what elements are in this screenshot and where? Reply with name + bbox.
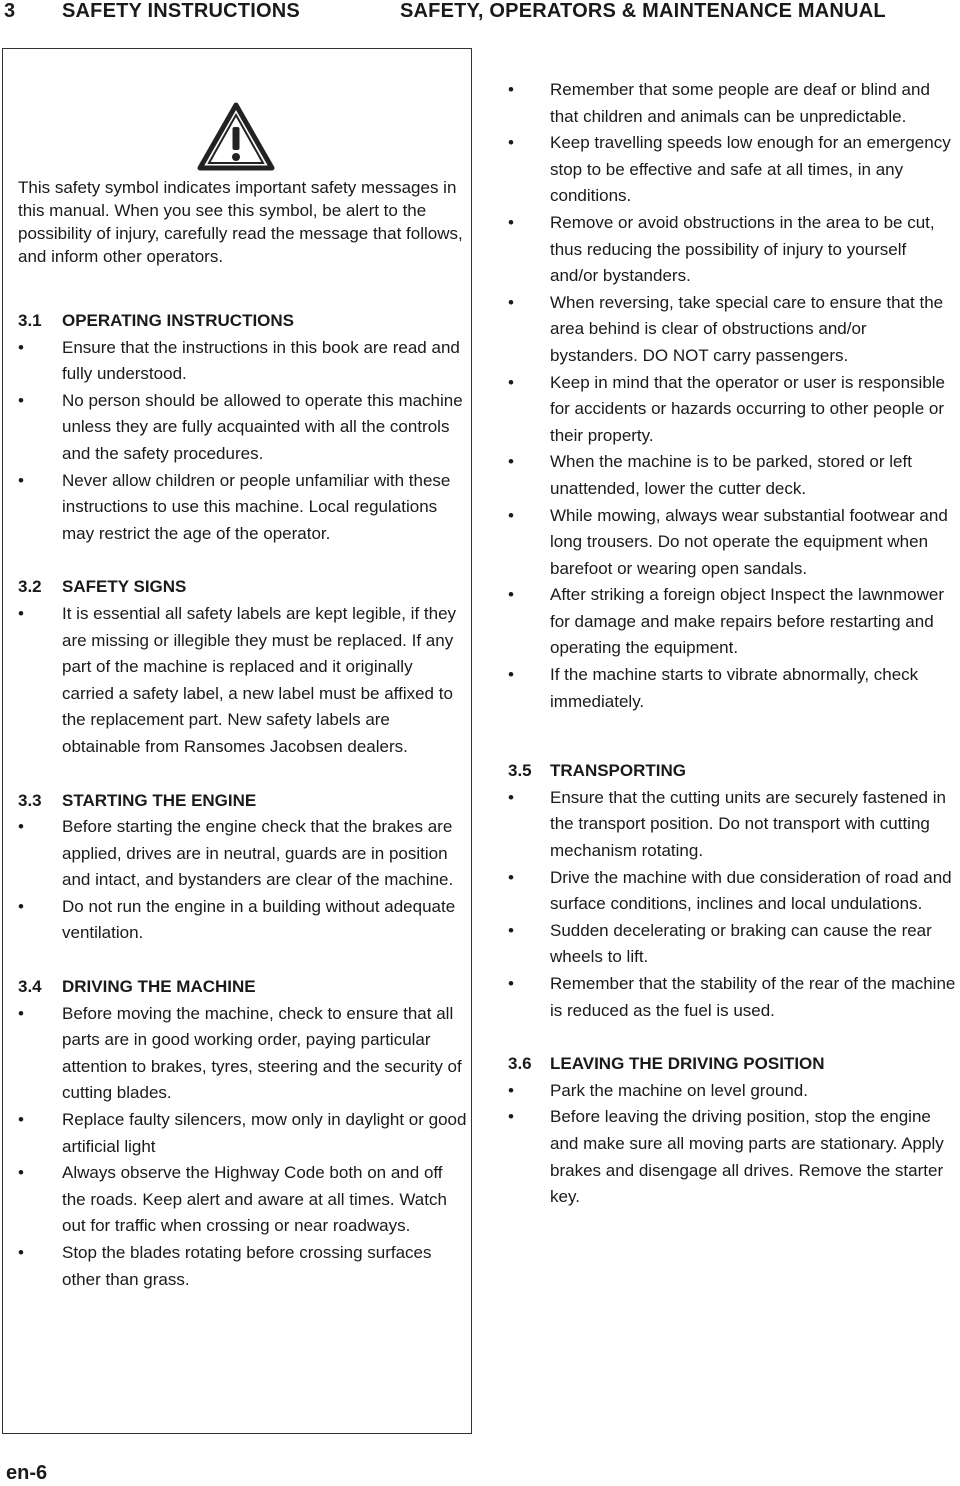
- bullet-marker: •: [508, 212, 514, 232]
- bullet-item: [18, 1160, 468, 1240]
- bullet-marker: •: [508, 80, 514, 99]
- bullet-marker: •: [508, 505, 514, 525]
- bullet-marker: •: [508, 665, 514, 685]
- bullet-text: While mowing, always wear substantial footwear and long trousers. Do not operate the equipment when barefoot or wearing open sandals.: [550, 505, 948, 578]
- section-heading: [18, 788, 468, 815]
- bullet-text: Never allow children or people unfamiliar with these instructions to use this machine. Local regulations may restrict the age of the operator.: [62, 470, 451, 543]
- section-number: 3.6: [508, 1054, 532, 1074]
- bullet-text: Stop the blades rotating before crossing surfaces other than grass.: [62, 1243, 432, 1289]
- section-title: STARTING THE ENGINE: [62, 790, 257, 810]
- bullet-text: No person should be allowed to operate this machine unless they are fully acquainted with all the controls and the safety procedures.: [62, 390, 463, 463]
- manual-title: SAFETY, OPERATORS & MAINTENANCE MANUAL: [400, 0, 886, 22]
- bullet-text: Before leaving the driving position, stop the engine and make sure all moving parts are stationary. Apply brakes and disengage all drives. Remove the starter key.: [550, 1107, 944, 1207]
- section-3-4: [18, 974, 468, 1293]
- bullet-item: [508, 1078, 956, 1105]
- bullet-marker: •: [18, 470, 24, 490]
- bullet-item: [18, 468, 468, 548]
- section-number: 3.5: [508, 761, 532, 781]
- bullet-item: [508, 1104, 956, 1210]
- bullet-text: It is essential all safety labels are kept legible, if they are missing or illegible they must be replaced. If any part of the machine is replaced and it originally carried a safety label, a new label must be affixed to the replacement part. New safety labels are obtainable from Ransomes Jacobsen dealers.: [62, 603, 457, 756]
- bullet-item: [508, 918, 956, 971]
- page-header-left: [4, 0, 300, 23]
- bullet-marker: •: [508, 867, 514, 887]
- bullet-text: Remember that some people are deaf or blind and that children and animals can be unpredictable.: [550, 80, 930, 126]
- right-sections: [508, 758, 956, 1211]
- bullet-marker: •: [508, 372, 514, 392]
- bullet-text: Do not run the engine in a building without adequate ventilation.: [62, 896, 456, 943]
- bullet-marker: •: [18, 1110, 24, 1130]
- section-3-1: [18, 308, 468, 547]
- bullet-item: [508, 785, 956, 865]
- bullet-marker: •: [18, 817, 24, 837]
- section-heading: [18, 574, 468, 601]
- bullet-text: If the machine starts to vibrate abnormally, check immediately.: [550, 665, 919, 711]
- bullet-text: After striking a foreign object Inspect the lawnmower for damage and make repairs before restarting and operating the equipment.: [550, 585, 945, 658]
- section-title: DRIVING THE MACHINE: [62, 977, 256, 997]
- section-3-3: [18, 788, 468, 948]
- bullet-text: Before starting the engine check that the brakes are applied, drives are in neutral, guards are in position and intact, and bystanders are clear of the machine.: [62, 817, 454, 890]
- bullet-text: Ensure that the cutting units are securely fastened in the transport position. Do not transport with cutting mechanism rotating.: [550, 787, 946, 861]
- bullet-marker: •: [508, 585, 514, 605]
- bullet-text: When reversing, take special care to ensure that the area behind is clear of obstructions and/or bystanders. DO NOT carry passengers.: [550, 292, 944, 365]
- bullet-marker: •: [508, 787, 514, 807]
- bullet-marker: •: [508, 292, 514, 312]
- bullet-marker: •: [18, 390, 24, 410]
- bullet-text: Before moving the machine, check to ensure that all parts are in good working order, paying particular attention to brakes, tyres, steering and the security of cutting blades.: [62, 1003, 462, 1103]
- bullet-marker: •: [18, 1243, 24, 1262]
- section-heading: [508, 758, 956, 785]
- bullet-item: [508, 582, 956, 662]
- section-number: 3.1: [18, 311, 42, 330]
- bullet-item: [18, 1107, 468, 1160]
- section-title: LEAVING THE DRIVING POSITION: [550, 1054, 825, 1074]
- driving-continued-list: [508, 77, 956, 715]
- bullet-text: Keep travelling speeds low enough for an emergency stop to be effective and safe at all times, in any conditions.: [550, 133, 951, 206]
- bullet-item: [18, 388, 468, 468]
- bullet-marker: •: [18, 1163, 24, 1183]
- bullet-marker: •: [508, 452, 514, 472]
- bullet-marker: •: [18, 896, 24, 916]
- bullet-text: Remove or avoid obstructions in the area to be cut, thus reducing the possibility of injury to yourself and/or bystanders.: [550, 212, 935, 286]
- bullet-marker: •: [508, 1107, 514, 1127]
- bullet-text: Park the machine on level ground.: [550, 1080, 808, 1100]
- bullet-item: [508, 290, 956, 370]
- safety-symbol-intro: This safety symbol indicates important safety messages in this manual. When you see this symbol, be alert to the possibility of injury, carefully read the message that follows, and inform other operators.: [18, 178, 463, 266]
- section-3-5: [508, 758, 956, 1024]
- bullet-marker: •: [508, 920, 514, 940]
- section-3-6: [508, 1051, 956, 1211]
- bullet-marker: •: [508, 1080, 514, 1100]
- left-sections: [18, 308, 468, 1293]
- right-column: [508, 77, 956, 1238]
- bullet-item: [18, 1001, 468, 1107]
- bullet-item: [18, 894, 468, 947]
- bullet-item: [18, 601, 468, 761]
- bullet-item: [508, 865, 956, 918]
- bullet-marker: •: [508, 133, 514, 153]
- left-column: [18, 176, 468, 1320]
- bullet-item: [508, 662, 956, 715]
- page-number: en-6: [6, 1462, 48, 1484]
- section-heading: [508, 1051, 956, 1078]
- bullet-item: [508, 130, 956, 210]
- section-title: OPERATING INSTRUCTIONS: [62, 311, 295, 330]
- bullet-marker: •: [508, 974, 514, 993]
- bullet-item: [18, 1240, 468, 1293]
- bullet-text: Drive the machine with due consideration of road and surface conditions, inclines and local undulations.: [550, 867, 952, 914]
- bullet-text: Keep in mind that the operator or user is responsible for accidents or hazards occurring to other people or their property.: [550, 372, 946, 445]
- bullet-text: Always observe the Highway Code both on and off the roads. Keep alert and aware at all times. Watch out for traffic when crossing or near roadways.: [62, 1163, 447, 1236]
- bullet-item: [18, 335, 468, 388]
- bullet-item: [508, 370, 956, 450]
- bullet-text: When the machine is to be parked, stored or left unattended, lower the cutter deck.: [550, 452, 912, 498]
- section-number: 3.2: [18, 577, 42, 597]
- bullet-marker: •: [18, 1003, 24, 1023]
- bullet-text: Ensure that the instructions in this book are read and fully understood.: [62, 337, 460, 384]
- section-3-2: [18, 574, 468, 760]
- bullet-item: [508, 210, 956, 290]
- bullet-text: Sudden decelerating or braking can cause the rear wheels to lift.: [550, 920, 932, 967]
- bullet-text: Replace faulty silencers, mow only in daylight or good artificial light: [62, 1110, 467, 1156]
- bullet-item: [508, 77, 956, 130]
- section-title: TRANSPORTING: [550, 761, 686, 781]
- section-heading: [18, 974, 468, 1001]
- bullet-marker: •: [18, 337, 24, 357]
- section-number: 3.3: [18, 790, 42, 810]
- bullet-item: [508, 449, 956, 502]
- bullet-item: [508, 971, 956, 1024]
- chapter-number: 3: [4, 0, 16, 22]
- bullet-marker: •: [18, 603, 24, 623]
- bullet-item: [18, 814, 468, 894]
- bullet-text: Remember that the stability of the rear of the machine is reduced as the fuel is used.: [550, 974, 956, 1020]
- bullet-item: [508, 503, 956, 583]
- section-heading: [18, 308, 468, 335]
- section-number: 3.4: [18, 977, 42, 997]
- section-title: SAFETY SIGNS: [62, 577, 187, 597]
- chapter-title: SAFETY INSTRUCTIONS: [62, 0, 300, 22]
- warning-triangle-icon: [197, 102, 275, 172]
